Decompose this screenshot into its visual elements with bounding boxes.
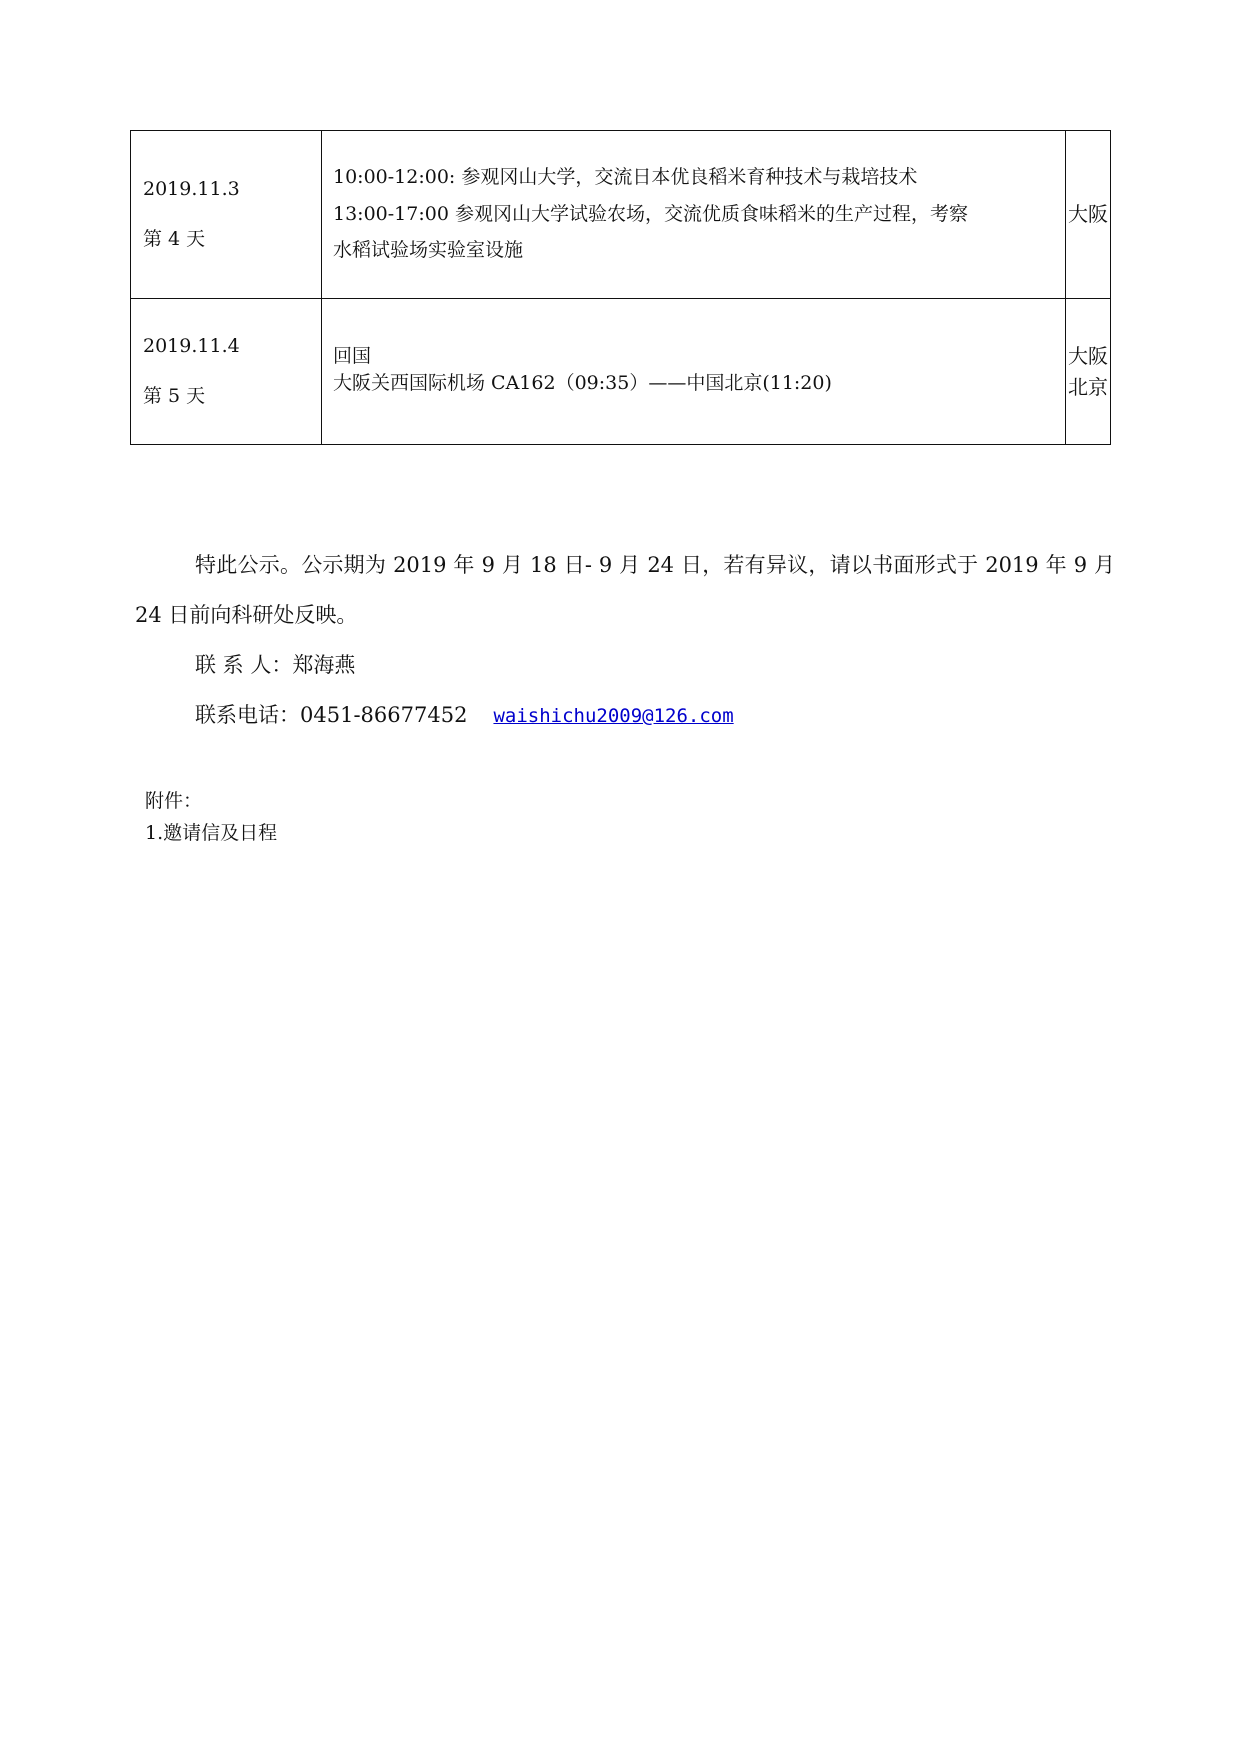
place-name: 北京 [1068, 374, 1108, 399]
schedule-date: 2019.11.3 [143, 177, 240, 200]
contact-phone-line [135, 690, 1115, 741]
activity-line: 水稻试验场实验室设施 [333, 239, 524, 262]
contact-person: 联 系 人：郑海燕 [195, 653, 356, 677]
schedule-row-day-4 [131, 131, 1111, 299]
activity-line: 13:00-17:00 参观冈山大学试验农场，交流优质食味稻米的生产过程，考察 [333, 202, 968, 225]
attachment-heading: 附件： [145, 790, 203, 812]
schedule-date: 2019.11.4 [143, 334, 240, 357]
schedule-day: 第 5 天 [143, 384, 206, 407]
activity-line: 10:00-12:00: 参观冈山大学，交流日本优良稻米育种技术与栽培技术 [333, 165, 918, 188]
notice-section [135, 540, 1115, 741]
schedule-day: 第 4 天 [143, 227, 206, 250]
date-cell [131, 299, 322, 445]
schedule-table [130, 130, 1111, 445]
place-cell [1066, 131, 1111, 299]
place-cell [1066, 299, 1111, 445]
schedule-row-day-5 [131, 299, 1111, 445]
email-link[interactable]: waishichu2009@126.com [493, 705, 734, 727]
activity-line: 回国 [333, 344, 372, 367]
place-name: 大阪 [1068, 343, 1108, 368]
place-name: 大阪 [1068, 202, 1108, 226]
notice-paragraph: 特此公示。公示期为 2019 年 9 月 18 日- 9 月 24 日，若有异议，请以书面形式于 2019 年 9 月 24 日前向科研处反映。 [135, 553, 1115, 627]
activity-line: 大阪关西国际机场 CA162（09:35）——中国北京(11:20) [333, 371, 832, 394]
date-cell [131, 131, 322, 299]
activity-cell [322, 131, 1066, 299]
attachment-item: 1.邀请信及日程 [145, 822, 278, 844]
attachment-section [145, 785, 277, 849]
activity-cell [322, 299, 1066, 445]
contact-phone: 联系电话：0451-86677452 [195, 703, 468, 727]
